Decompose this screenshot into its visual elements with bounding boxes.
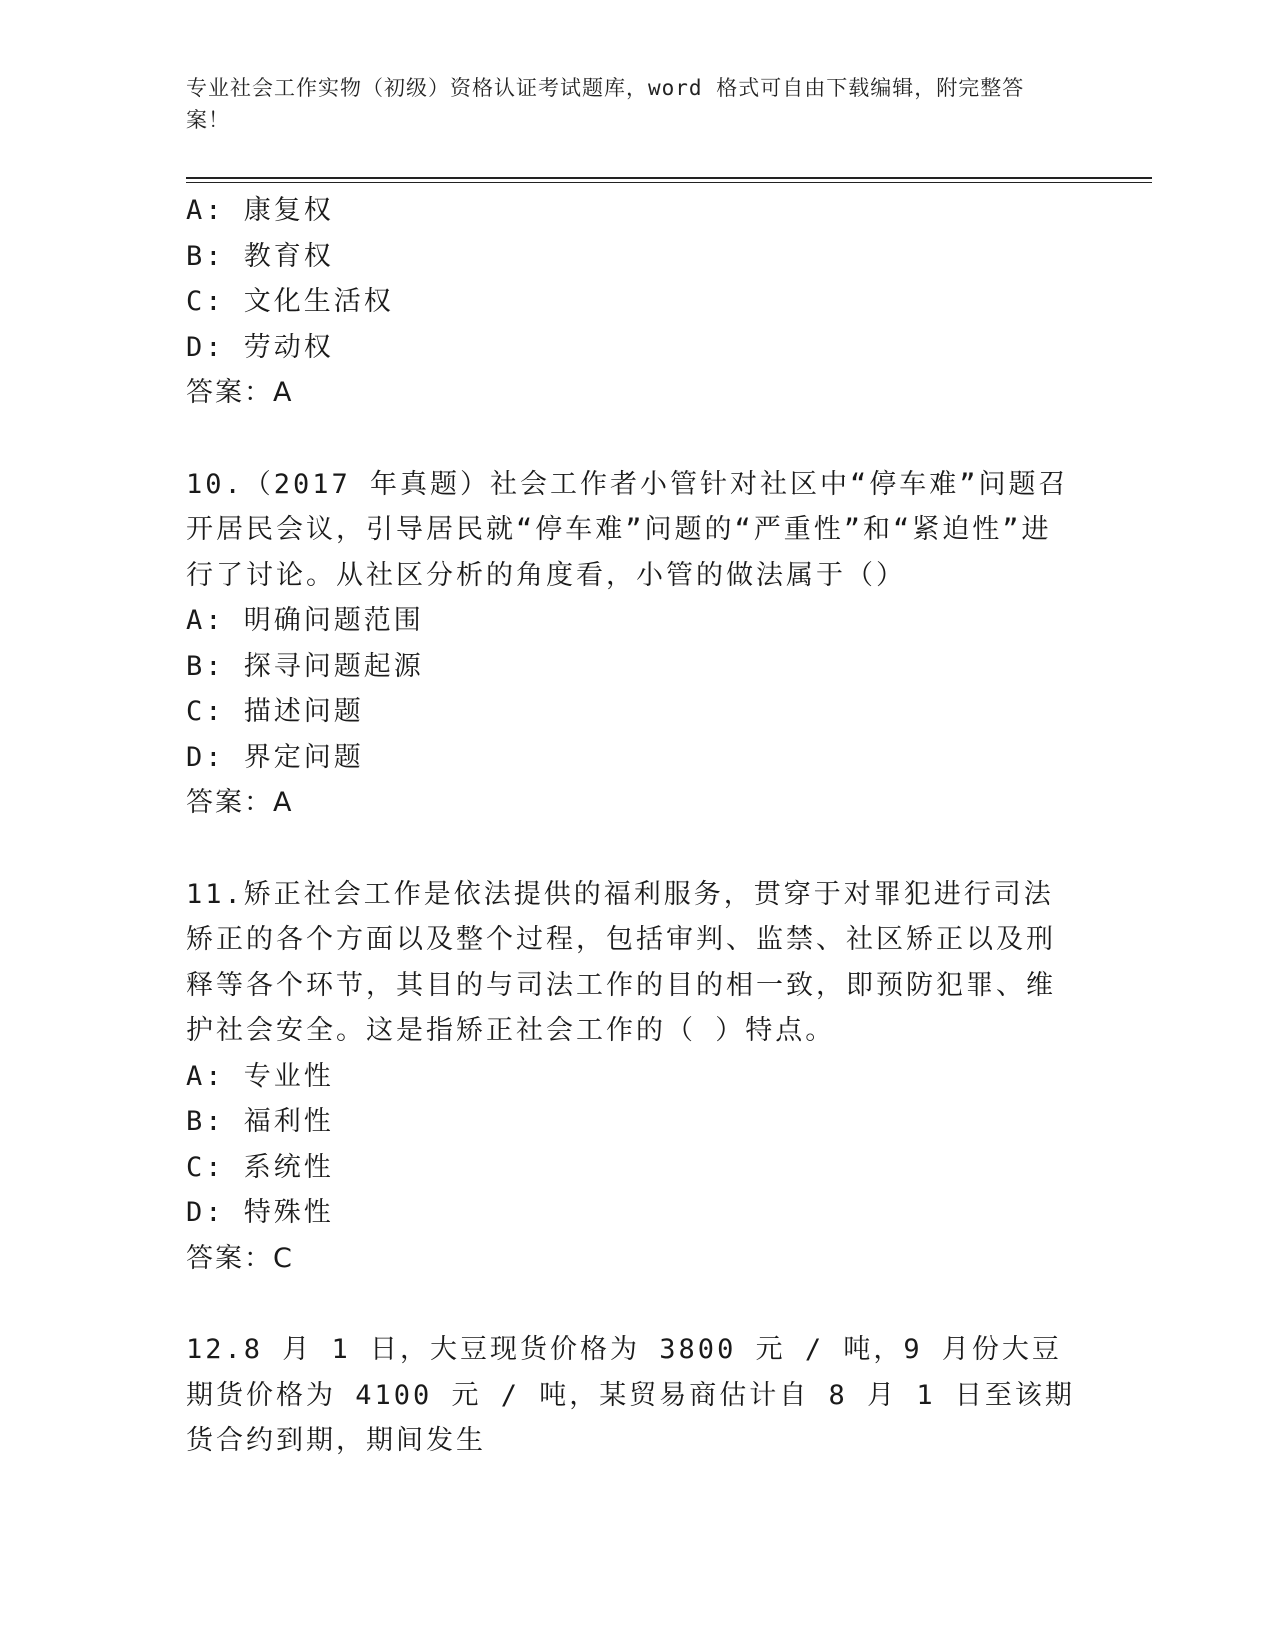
- question-stem: 11.矫正社会工作是依法提供的福利服务，贯穿于对罪犯进行司法矫正的各个方面以及整个过程，包括审判、监禁、社区矫正以及刑释等各个环节，其目的与司法工作的目的相一致，即预防犯罪、维护社会安全。这是指矫正社会工作的（ ）特点。: [186, 878, 1056, 1046]
- option-a: A: 康复权: [186, 195, 334, 226]
- answer-line: 答案：A: [186, 787, 294, 818]
- question-content: [186, 188, 1086, 1464]
- question-spacer: [186, 416, 1086, 462]
- option-c: C: 描述问题: [186, 696, 364, 727]
- question-spacer: [186, 1281, 1086, 1327]
- answer-line: 答案：C: [186, 1242, 294, 1274]
- header-divider-thin: [186, 182, 1152, 183]
- option-c: C: 文化生活权: [186, 286, 394, 317]
- prev-question-options: [186, 188, 1086, 370]
- question-spacer: [186, 826, 1086, 872]
- question-stem: 10.（2017 年真题）社会工作者小管针对社区中“停车难”问题召开居民会议，引导居民就“停车难”问题的“严重性”和“紧迫性”进行了讨论。从社区分析的角度看，小管的做法属于（）: [186, 468, 1069, 591]
- question-options: [186, 598, 1086, 780]
- option-d: D: 界定问题: [186, 741, 364, 773]
- option-d: D: 特殊性: [186, 1197, 334, 1228]
- option-b: B: 福利性: [186, 1106, 334, 1137]
- option-c: C: 系统性: [186, 1151, 334, 1183]
- answer-line: 答案：A: [186, 377, 294, 408]
- option-d: D: 劳动权: [186, 331, 334, 363]
- option-a: A: 明确问题范围: [186, 605, 424, 636]
- question-stem: 12.8 月 1 日，大豆现货价格为 3800 元 / 吨，9 月份大豆期货价格为 4100 元 / 吨，某贸易商估计自 8 月 1 日至该期货合约到期，期间发生: [186, 1334, 1075, 1456]
- option-b: B: 教育权: [186, 240, 334, 272]
- header-divider-thick: [186, 177, 1152, 179]
- option-a: A: 专业性: [186, 1060, 334, 1092]
- option-b: B: 探寻问题起源: [186, 650, 424, 682]
- question-options: [186, 1054, 1086, 1236]
- page-header: 专业社会工作实物（初级）资格认证考试题库，word 格式可自由下载编辑，附完整答案！: [186, 76, 1025, 132]
